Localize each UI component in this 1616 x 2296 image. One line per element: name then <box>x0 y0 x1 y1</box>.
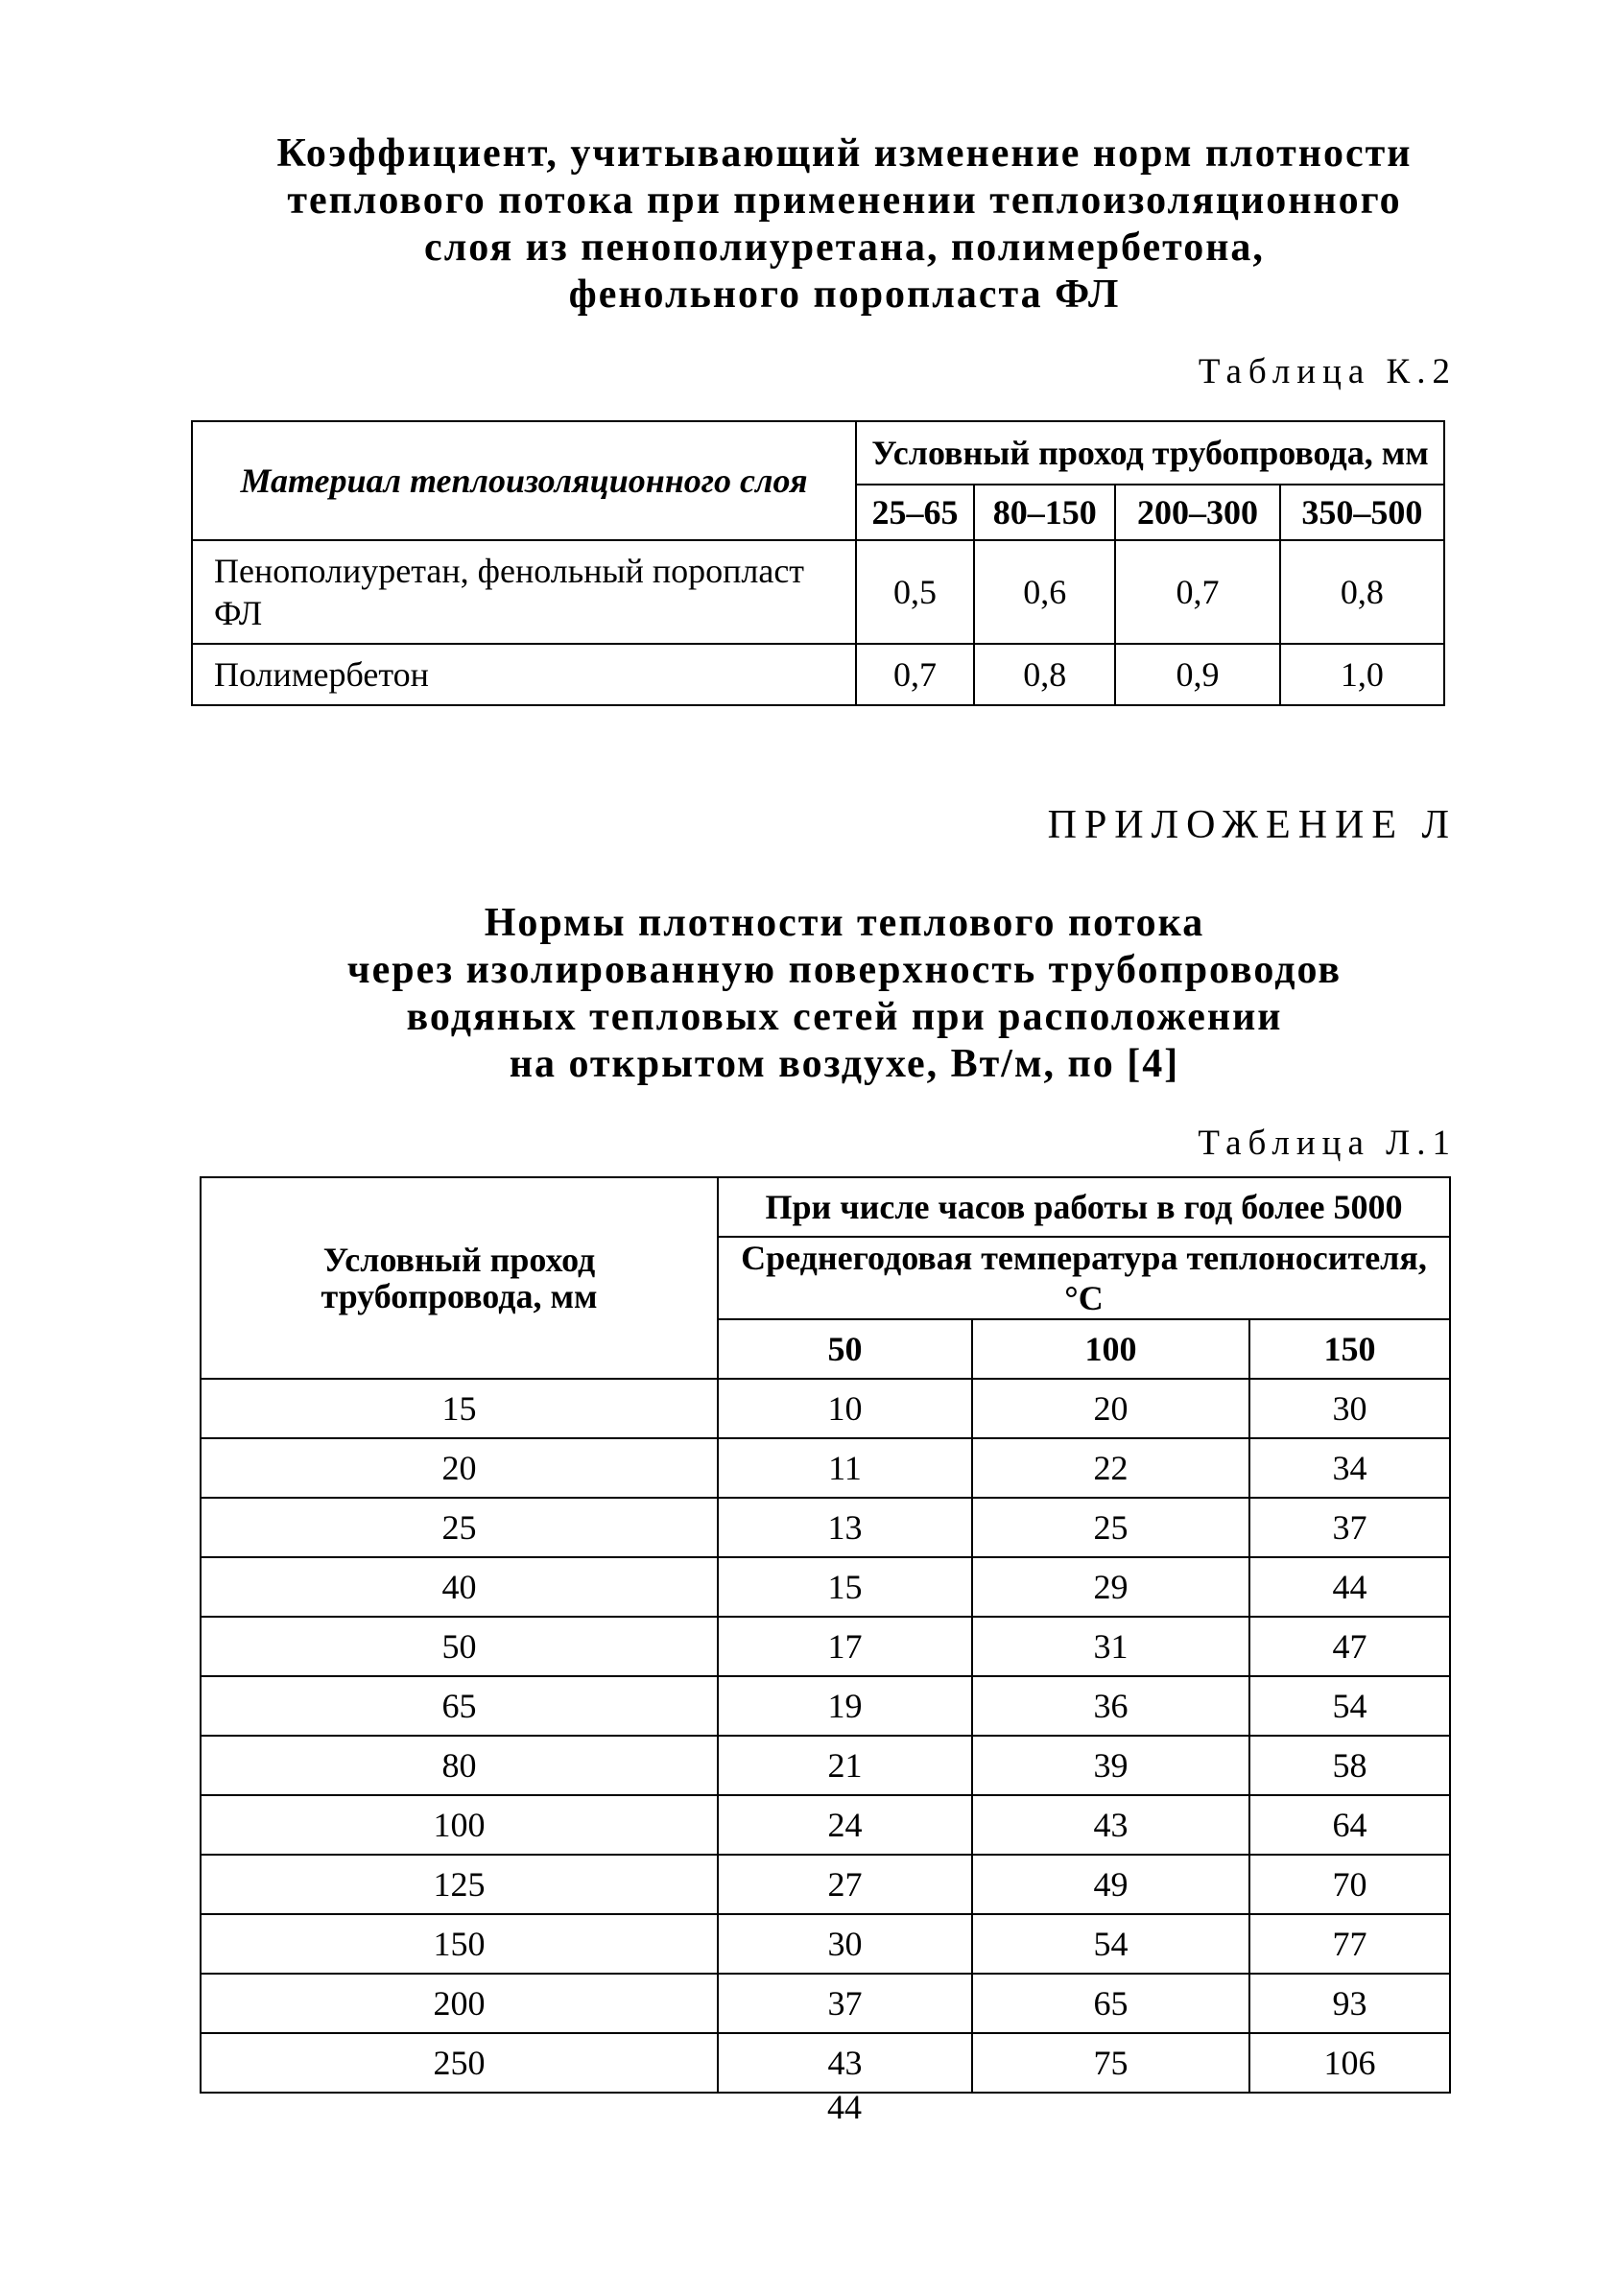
column-header: 80–150 <box>974 485 1115 540</box>
table-cell: 37 <box>1249 1498 1450 1557</box>
column-header: 150 <box>1249 1319 1450 1379</box>
value-cell: 0,6 <box>974 540 1115 644</box>
table-row <box>201 2033 1450 2093</box>
table-cell: 200 <box>201 1974 718 2033</box>
table-cell: 15 <box>201 1379 718 1438</box>
table-row <box>192 540 1444 644</box>
table-cell: 43 <box>718 2033 972 2093</box>
table-cell: 54 <box>972 1914 1249 1974</box>
table-row <box>201 1617 1450 1676</box>
table-row <box>201 1557 1450 1617</box>
table-cell: 30 <box>718 1914 972 1974</box>
pipe-diameter-header: Условный проход трубопровода, мм <box>201 1177 718 1379</box>
title-line: теплового потока при применении теплоизоляционного <box>287 178 1402 223</box>
value-cell: 0,8 <box>1280 540 1444 644</box>
value-cell: 0,5 <box>856 540 974 644</box>
table-cell: 29 <box>972 1557 1249 1617</box>
table-cell: 13 <box>718 1498 972 1557</box>
table-cell: 150 <box>201 1914 718 1974</box>
table-cell: 75 <box>972 2033 1249 2093</box>
material-cell: Пенополиуретан, фенольный поропласт ФЛ <box>192 540 856 644</box>
column-header: 350–500 <box>1280 485 1444 540</box>
table-l1-label: Таблица Л.1 <box>1198 1124 1457 1163</box>
table-cell: 34 <box>1249 1438 1450 1498</box>
value-cell: 0,9 <box>1115 644 1279 705</box>
table-cell: 30 <box>1249 1379 1450 1438</box>
value-cell: 0,7 <box>1115 540 1279 644</box>
table-cell: 11 <box>718 1438 972 1498</box>
table-row <box>201 1914 1450 1974</box>
table-cell: 65 <box>201 1676 718 1736</box>
pipe-diameter-group-header: Условный проход трубопровода, мм <box>856 421 1444 485</box>
table-cell: 20 <box>201 1438 718 1498</box>
appendix-heading: ПРИЛОЖЕНИЕ Л <box>1047 803 1457 847</box>
value-cell: 1,0 <box>1280 644 1444 705</box>
column-header: 100 <box>972 1319 1249 1379</box>
table-cell: 36 <box>972 1676 1249 1736</box>
table-row <box>192 644 1444 705</box>
table-cell: 80 <box>201 1736 718 1795</box>
title-line: Нормы плотности теплового потока <box>484 901 1205 945</box>
table-k2-title <box>192 130 1497 319</box>
table-cell: 21 <box>718 1736 972 1795</box>
table-cell: 77 <box>1249 1914 1450 1974</box>
table-cell: 10 <box>718 1379 972 1438</box>
table-cell: 125 <box>201 1855 718 1914</box>
table-cell: 19 <box>718 1676 972 1736</box>
table-cell: 65 <box>972 1974 1249 2033</box>
table-cell: 50 <box>201 1617 718 1676</box>
table-k2 <box>191 420 1445 706</box>
title-line: фенольного поропласта ФЛ <box>568 272 1121 317</box>
table-cell: 54 <box>1249 1676 1450 1736</box>
column-header: 50 <box>718 1319 972 1379</box>
table-row <box>201 1438 1450 1498</box>
title-line: слоя из пенополиуретана, полимербетона, <box>424 225 1265 270</box>
table-l1 <box>200 1176 1451 2094</box>
table-cell: 17 <box>718 1617 972 1676</box>
operation-hours-header: При числе часов работы в год более 5000 <box>718 1177 1450 1237</box>
value-cell: 0,7 <box>856 644 974 705</box>
table-row <box>201 1498 1450 1557</box>
table-cell: 25 <box>972 1498 1249 1557</box>
title-line: через изолированную поверхность трубопроводов <box>346 948 1343 992</box>
table-cell: 106 <box>1249 2033 1450 2093</box>
table-row <box>201 1795 1450 1855</box>
table-cell: 25 <box>201 1498 718 1557</box>
table-row <box>201 1974 1450 2033</box>
table-cell: 64 <box>1249 1795 1450 1855</box>
material-cell: Полимербетон <box>192 644 856 705</box>
table-cell: 39 <box>972 1736 1249 1795</box>
table-cell: 22 <box>972 1438 1249 1498</box>
table-l1-title <box>192 900 1497 1088</box>
title-line: водяных тепловых сетей при расположении <box>406 995 1283 1039</box>
table-cell: 47 <box>1249 1617 1450 1676</box>
table-row <box>201 1736 1450 1795</box>
temperature-header: Среднегодовая температура теплоносителя, °С <box>718 1237 1450 1319</box>
table-cell: 15 <box>718 1557 972 1617</box>
table-k2-label: Таблица К.2 <box>1198 352 1457 391</box>
table-cell: 58 <box>1249 1736 1450 1795</box>
table-row <box>201 1379 1450 1438</box>
table-cell: 37 <box>718 1974 972 2033</box>
title-line: Коэффициент, учитывающий изменение норм плотности <box>276 131 1413 176</box>
table-cell: 27 <box>718 1855 972 1914</box>
table-cell: 49 <box>972 1855 1249 1914</box>
column-header: 200–300 <box>1115 485 1279 540</box>
table-cell: 40 <box>201 1557 718 1617</box>
table-cell: 70 <box>1249 1855 1450 1914</box>
table-row <box>201 1676 1450 1736</box>
table-cell: 20 <box>972 1379 1249 1438</box>
title-line: на открытом воздухе, Вт/м, по [4] <box>509 1042 1180 1086</box>
table-cell: 43 <box>972 1795 1249 1855</box>
page-number: 44 <box>827 2088 862 2126</box>
table-cell: 24 <box>718 1795 972 1855</box>
table-cell: 44 <box>1249 1557 1450 1617</box>
table-cell: 93 <box>1249 1974 1450 2033</box>
table-row <box>201 1855 1450 1914</box>
table-cell: 31 <box>972 1617 1249 1676</box>
value-cell: 0,8 <box>974 644 1115 705</box>
table-cell: 250 <box>201 2033 718 2093</box>
table-cell: 100 <box>201 1795 718 1855</box>
material-header: Материал теплоизоляционного слоя <box>192 421 856 540</box>
column-header: 25–65 <box>856 485 974 540</box>
